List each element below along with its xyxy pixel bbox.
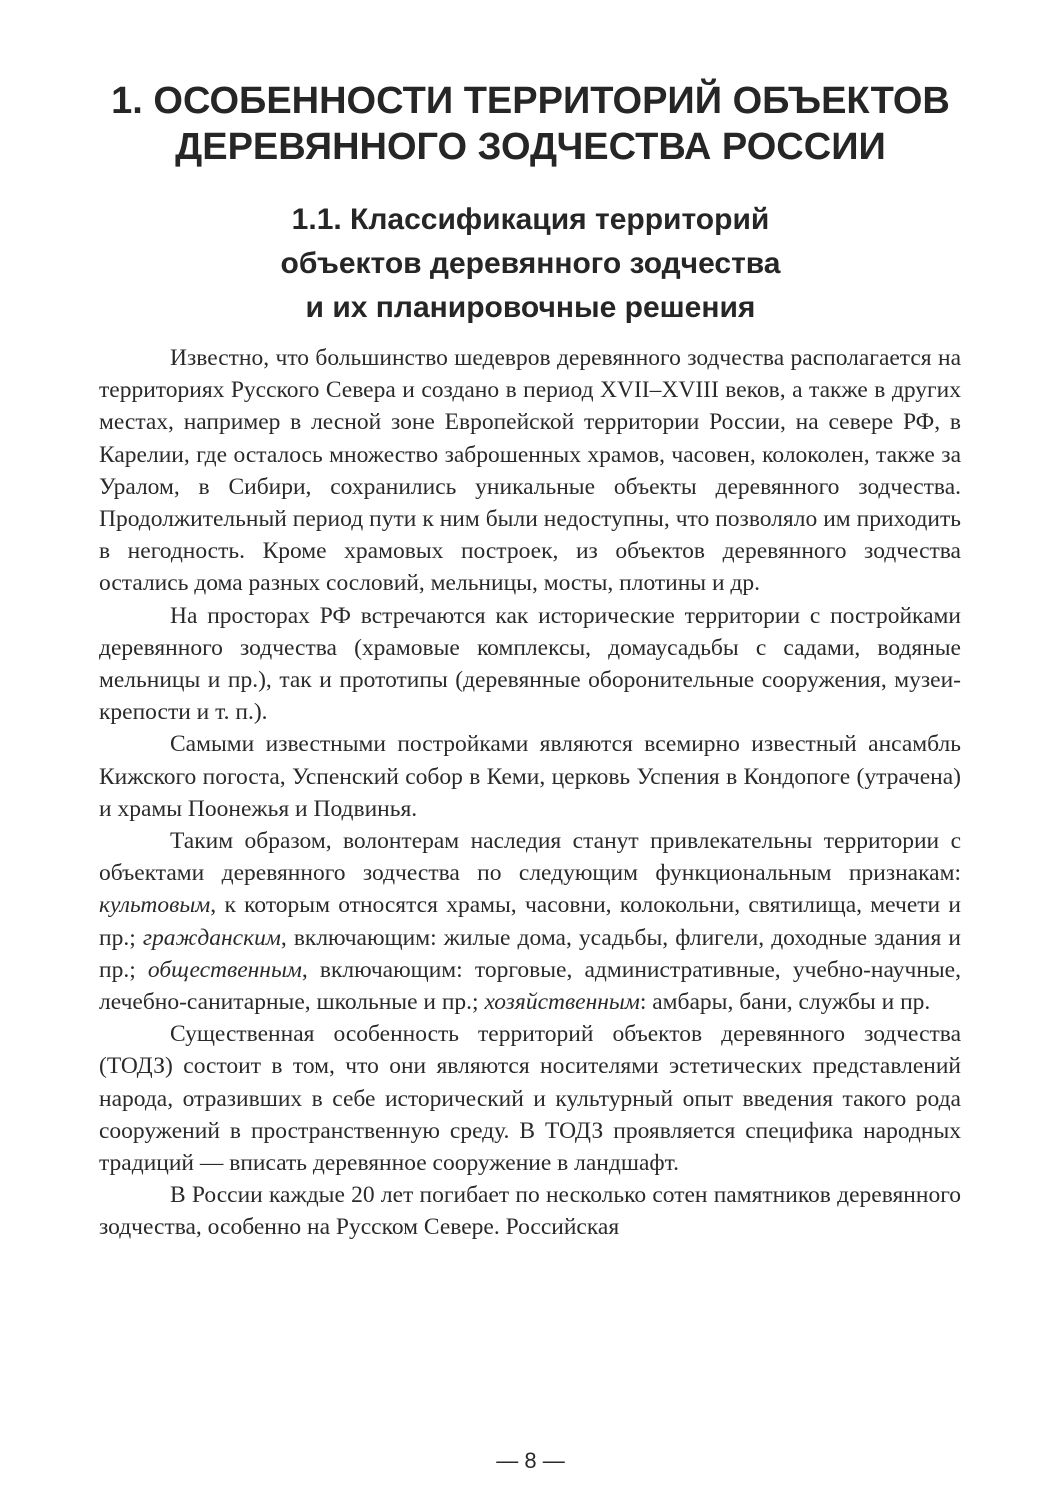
section-title-line: объектов деревянного зодчества (280, 247, 781, 280)
text-run: , к которым относятся храмы, часовни, колокольни, святилища, мечети и пр.; (99, 892, 961, 951)
paragraph: Существенная особенность территорий объектов деревянного зодчества (ТОДЗ) состоит в том, что они являются носителями эстетических представлений народа, отразивших в себе исторический и культурный опыт введения такого рода сооружений в пространственную среду. В ТОДЗ проявляется специфика народных традиций — вписать деревянное сооружение в ландшафт. (99, 1021, 961, 1177)
text-run: : амбары, бани, службы и пр. (639, 989, 931, 1016)
section-title-line: и их планировочные решения (305, 291, 756, 324)
section-title-line: 1.1. Классификация территорий (291, 203, 770, 236)
paragraph: В России каждые 20 лет погибает по несколько сотен памятников деревянного зодчества, особенно на Русском Севере. Российская (99, 1182, 961, 1241)
section-title (60, 198, 1001, 330)
emphasis-term: общественным (147, 956, 302, 983)
emphasis-term: культовым (99, 892, 211, 919)
chapter-title (60, 78, 1001, 170)
paragraph: Самыми известными постройками являются всемирно известный ансамбль Кижского погоста, Успенский собор в Кеми, церковь Успения в Кондопоге (утрачена) и храмы Поонежья и Подвинья. (99, 731, 961, 822)
paragraph-functional-features (99, 825, 961, 1018)
chapter-title-line: 1. ОСОБЕННОСТИ ТЕРРИТОРИЙ ОБЪЕКТОВ (111, 80, 950, 122)
paragraph: Известно, что большинство шедевров деревянного зодчества располагается на территориях Русского Севера и создано в период XVII–XVIII веков, а также в других местах, например в лесной зоне Европейской территории России, на севере РФ, в Карелии, где осталось множество заброшенных храмов, часовен, колоколен, также за Уралом, в Сибири, сохранились уникальные объекты деревянного зодчества. Продолжительный период пути к ним были недоступны, что позволяло им приходить в негодность. Кроме храмовых построек, из объектов деревянного зодчества остались дома разных сословий, мельницы, мосты, плотины и др. (99, 345, 961, 597)
text-run: , включающим: жилые дома, усадьбы, флигели, доходные здания и пр.; (99, 924, 961, 983)
emphasis-term: хозяйственным (484, 989, 640, 1016)
text-run: , включающим: торговые, административные, учебно-научные, лечебно-санитарные, школьные и пр.; (99, 956, 961, 1016)
text-run: Таким образом, волонтерам наследия станут привлекательны территории с объектами деревянного зодчества по следующим функциональным признакам: (99, 828, 961, 887)
chapter-title-line: ДЕРЕВЯННОГО ЗОДЧЕСТВА РОССИИ (175, 126, 886, 168)
body-text (99, 342, 961, 1244)
paragraph: На просторах РФ встречаются как исторические территории с постройками деревянного зодчества (храмовые комплексы, домаусадьбы с садами, водяные мельницы и пр.), так и прототипы (деревянные оборонительные сооружения, музеи-крепости и т. п.). (99, 602, 961, 726)
page-number: — 8 — (496, 1448, 565, 1473)
emphasis-term: гражданским (142, 924, 281, 951)
